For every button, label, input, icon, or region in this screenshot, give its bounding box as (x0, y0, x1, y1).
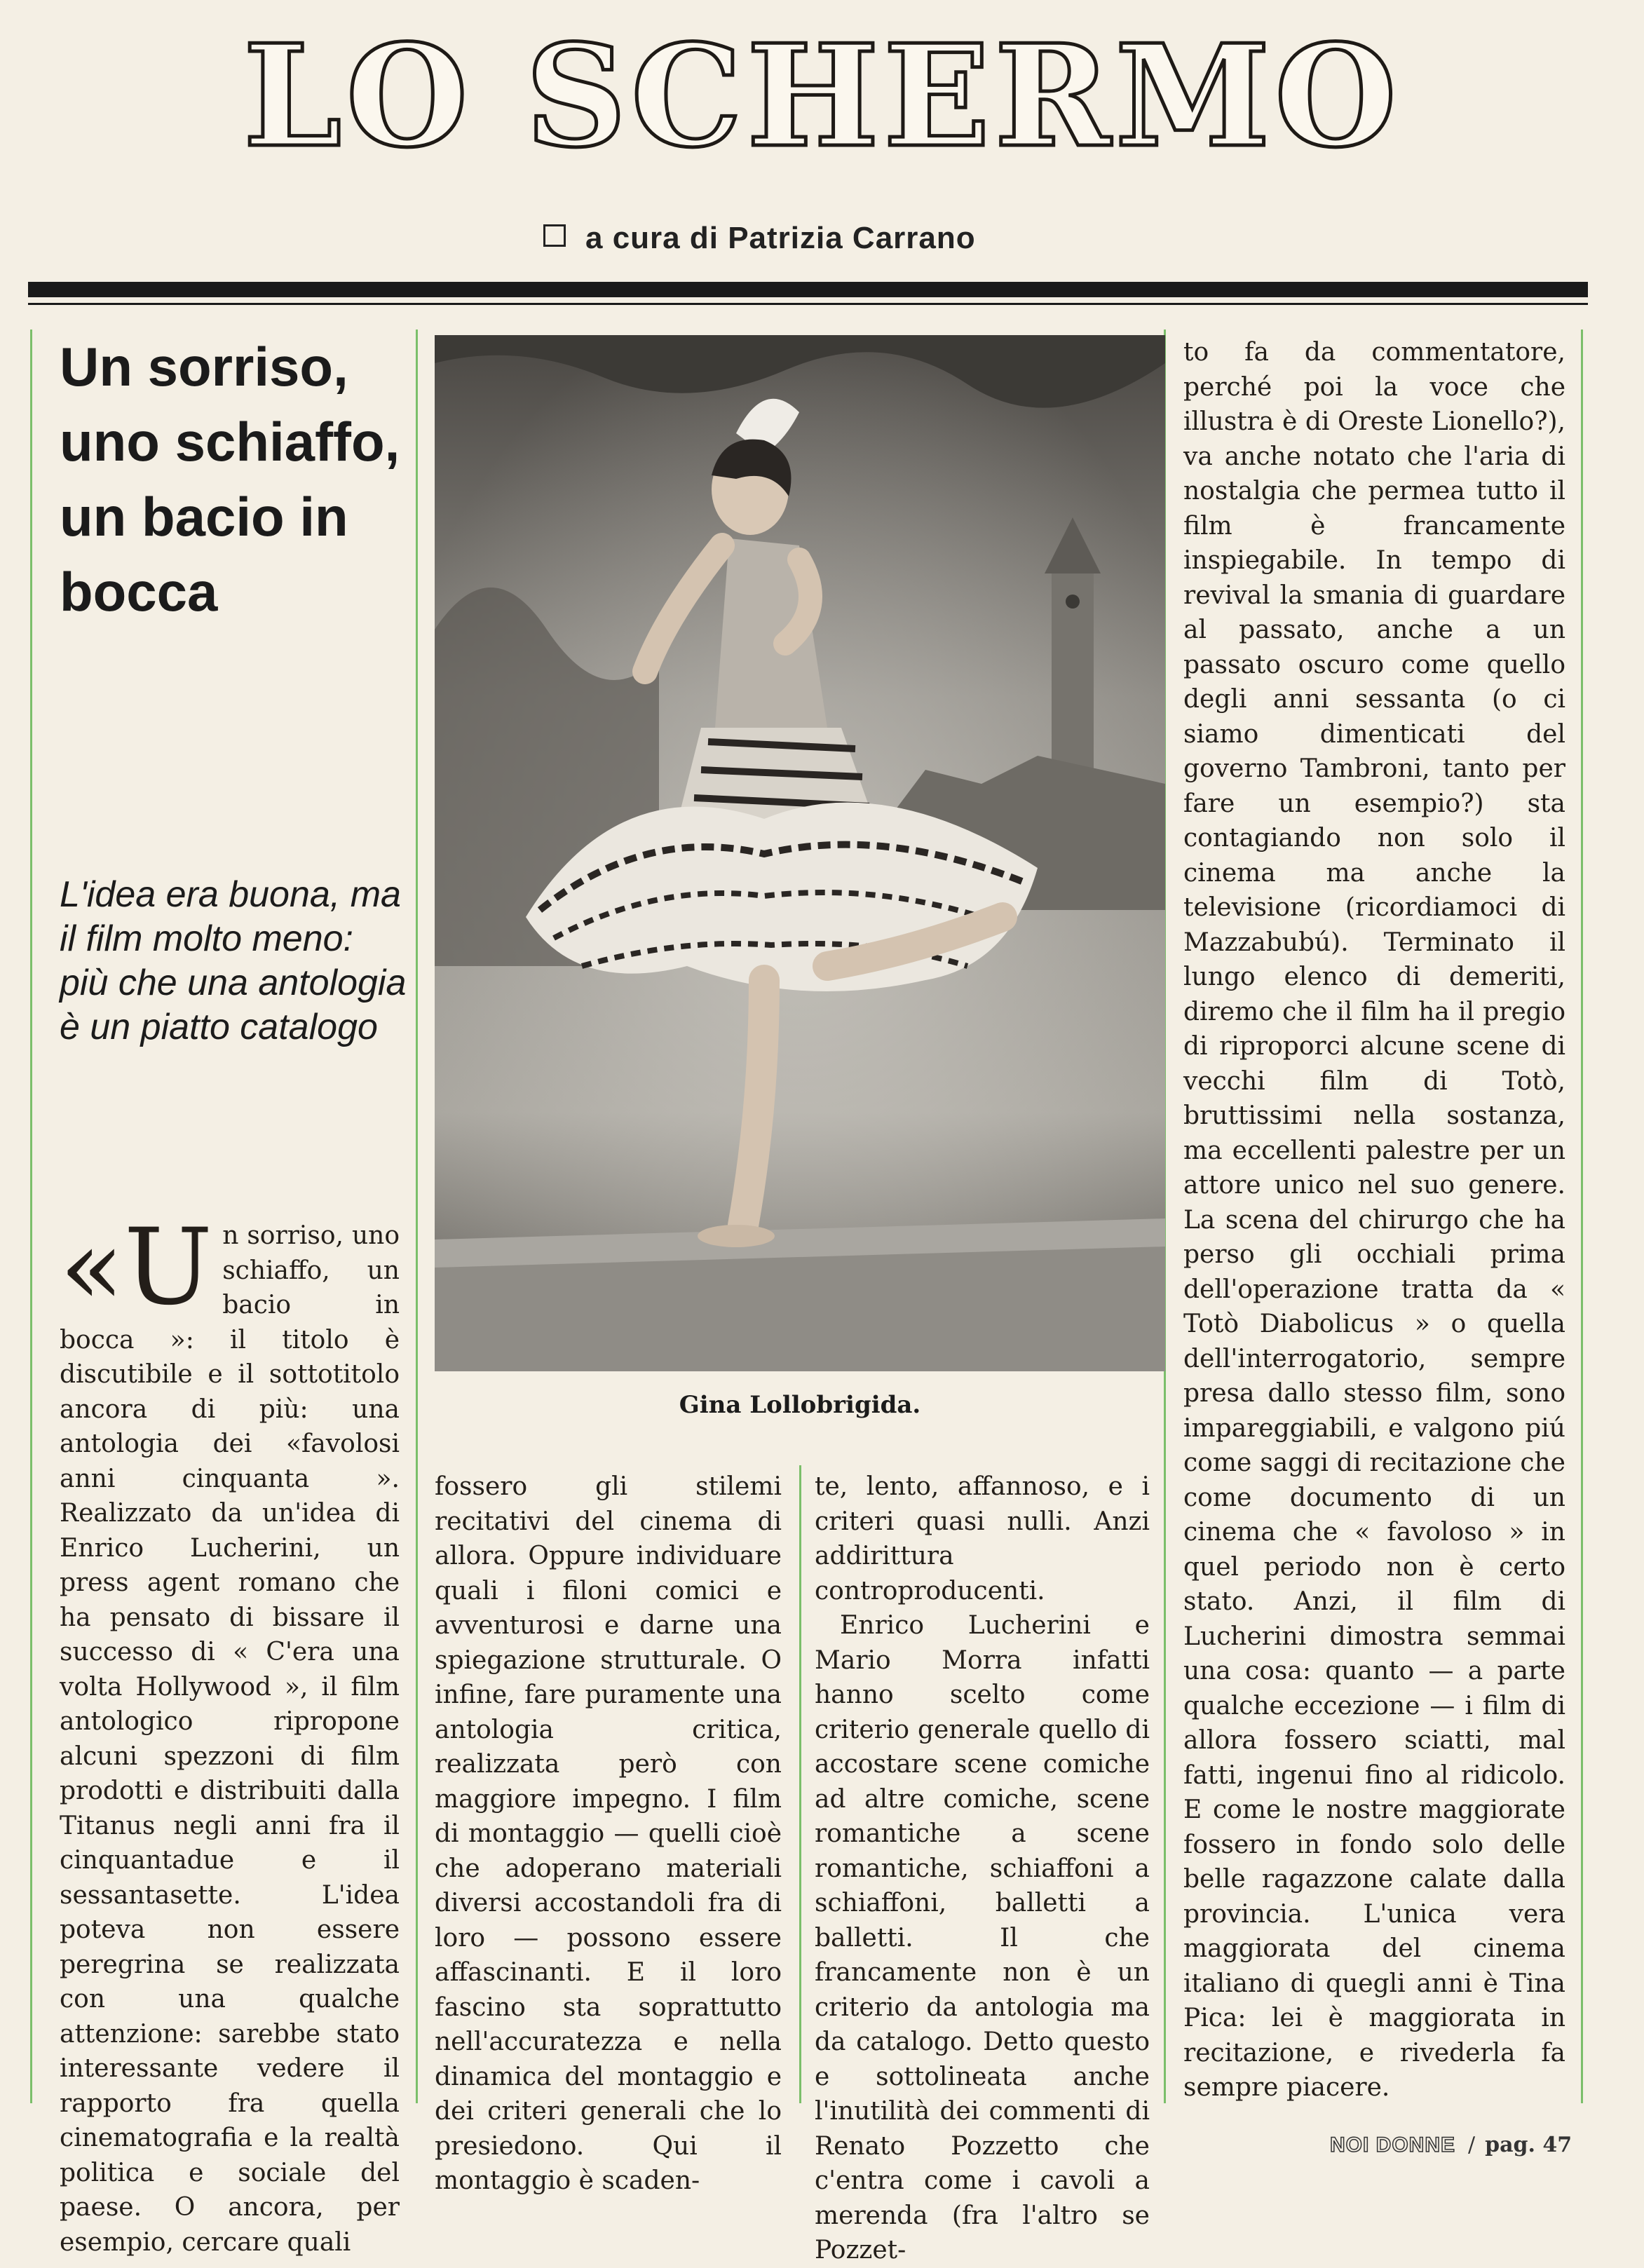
drop-cap: «U (60, 1207, 213, 1329)
article-column-4-text: to fa da commentatore, perché poi la voce che illustra è di Oreste Lionello?), va anche notato che l'aria di nostalgia che permea tutto il film è francamente inspiegabile. In tempo di revival la smania di guardare al passato, anche a un passato oscuro come quello degli anni sessanta (o ci siamo dimenticati del governo Tambroni, tanto per fare un esempio?) sta contagiando non solo il cinema ma anche la televisione (ricordiamoci di Mazzabubú). Terminato il lungo elenco di demeriti, diremo che il film ha il pregio di riproporci alcune scene di vecchi film di Totò, bruttissimi nella sostanza, ma eccellenti palestre per un attore unico nel suo genere. La scena del chirurgo che ha perso gli occhiali prima dell'operazione tratta da « Totò Diabolicus » o quella dell'interrogatorio, sempre presa dallo stesso film, sono impareggiabili, e valgono piú come saggi di recitazione che come documento di un cinema che « favoloso » in quel periodo non è certo stato. Anzi, il film di Lucherini dimostra semmai una cosa: quanto — a parte qualche eccezione — i film di allora fossero sciatti, mal fatti, ingenui fino al ridicolo. E come le nostre maggiorate fossero in fondo solo delle belle ragazzone calate dalla provincia. L'unica vera maggiorata del cinema italiano di quegli anni è Tina Pica: lei è maggiorata in recitazione, e rivederla fa sempre piacere. (1183, 338, 1565, 2102)
square-bullet-icon (543, 224, 566, 247)
article-headline: Un sorriso, uno schiaffo, un bacio in bocca (60, 336, 400, 623)
column-rule-left (30, 330, 32, 2103)
article-column-3-para-2: Enrico Lucherini e Mario Morra infatti hanno scelto come criterio generale quello di accostare scene comiche ad altre comiche, scene romantiche a scene romantiche, schiaffoni a schiaffoni, balletti a balletti. Il che francamente non è un criterio da antologia ma da catalogo. Detto questo e sottolineata anche l'inutilità dei commenti di Renato Pozzetto che c'entra come i cavoli a merenda (fra l'altro se Pozzet- (815, 1611, 1150, 2264)
photo-caption: Gina Lollobrigida. (679, 1391, 921, 1419)
article-photo (435, 335, 1165, 1371)
column-rule-right (1581, 330, 1583, 2103)
article-column-1 (60, 1207, 400, 2260)
article-subtitle: L'idea era buona, ma il film molto meno: più che una antologia è un piatto catalogo (60, 874, 407, 1047)
column-rule-1 (416, 330, 418, 2103)
magazine-name: NOI DONNE (1330, 2133, 1456, 2157)
masthead-title: LO SCHERMO (243, 14, 1401, 179)
footer-separator: / (1468, 2133, 1476, 2157)
dancer-photo-illustration (435, 335, 1165, 1371)
page-footer (1330, 2133, 1572, 2157)
header-rule-thin (28, 303, 1588, 305)
byline-text: a cura di Patrizia Carrano (585, 221, 976, 255)
article-column-4 (1183, 335, 1565, 2105)
article-column-3-para-1: te, lento, affannoso, e i criteri quasi nulli. Anzi addirittura controproducenti. (815, 1472, 1150, 1605)
article-column-3 (815, 1469, 1150, 2268)
byline (543, 221, 976, 256)
article-column-2-text: fossero gli stilemi recitativi del cinema di allora. Oppure individuare quali i filoni comici e avventurosi e darne una spiegazione strutturale. O infine, fare puramente una antologia critica, realizzata però con maggiore impegno. I film di montaggio — quelli cioè che adoperano materiali diversi accostandoli fra di loro — possono essere affascinanti. E il loro fascino sta soprattutto nell'accuratezza e nella dinamica del montaggio e dei criteri generali che lo presiedono. Qui il montaggio è scaden- (435, 1472, 782, 2195)
article-column-2 (435, 1469, 782, 2199)
page-number: pag. 47 (1485, 2133, 1572, 2157)
header-rule-thick (28, 282, 1588, 297)
column-rule-2 (799, 1465, 801, 2103)
article-column-1-text: n sorriso, uno schiaffo, un bacio in bocca »: il titolo è discutibile e il sottotitolo ancora di più: una antologia dei «favolosi anni cinquanta ». Realizzato da un'idea di Enrico Lucherini, un press agent romano che ha pensato di bissare il successo di « C'era una volta Hollywood », il film antologico ripropone alcuni spezzoni di film prodotti e distribuiti dalla Titanus negli anni fra il cinquantadue e il sessantasette. L'idea poteva non essere peregrina se realizzata con una qualche attenzione: sarebbe stato interessante vedere il rapporto fra quella cinematografia e la realtà politica e sociale del paese. O ancora, per esempio, cercare quali (60, 1221, 400, 2257)
